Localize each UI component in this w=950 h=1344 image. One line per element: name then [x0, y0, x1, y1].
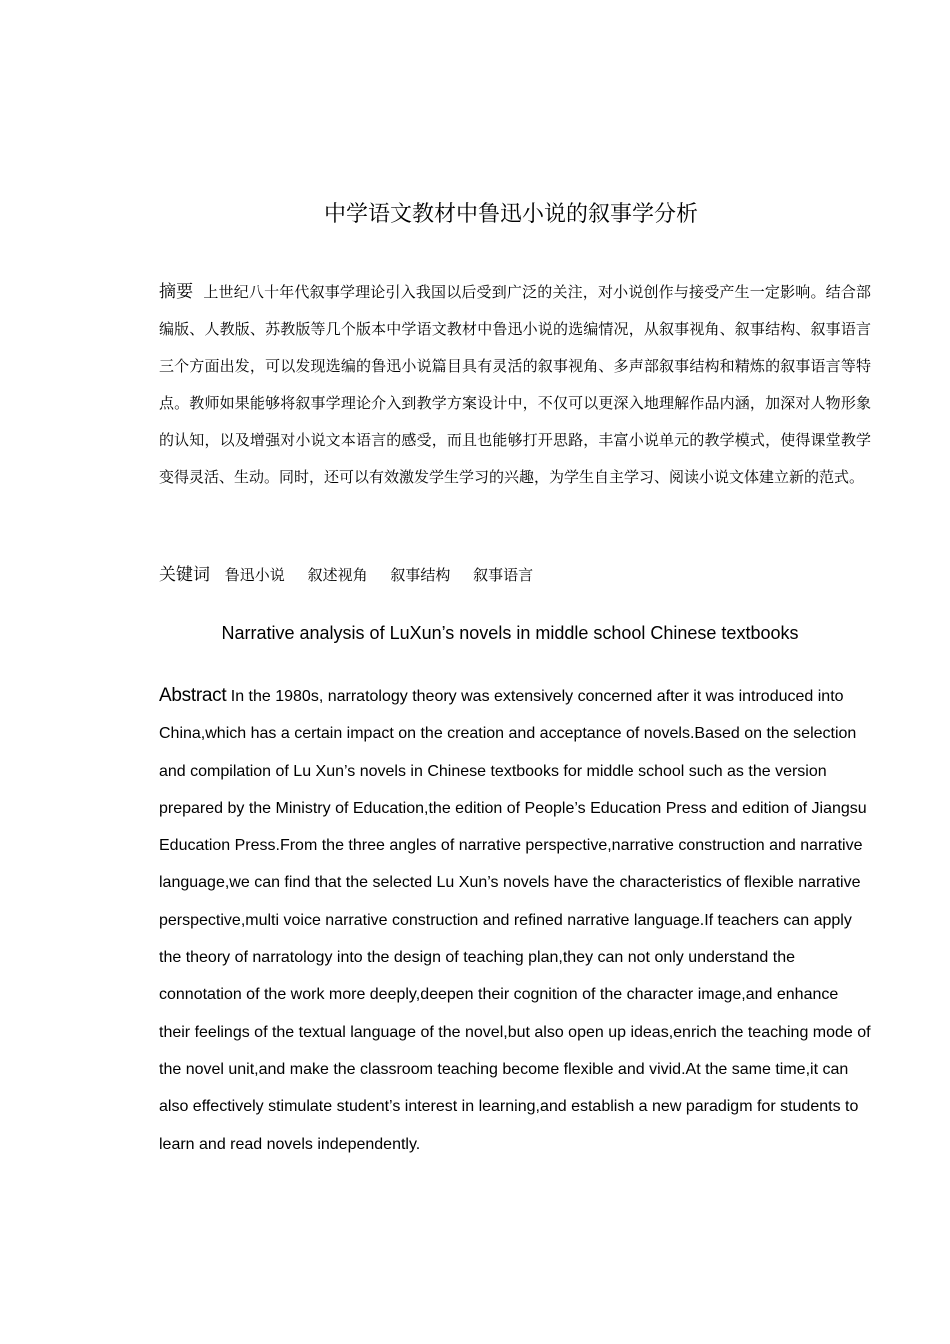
keyword-list: [225, 566, 551, 584]
keyword-item: 叙述视角: [307, 566, 368, 584]
keyword-item: 叙事结构: [390, 566, 451, 584]
chinese-keywords-label: 关键词: [159, 565, 210, 585]
english-title: Narrative analysis of LuXun’s novels in middle school Chinese textbooks: [221, 623, 799, 643]
english-abstract-text: In the 1980s, narratology theory was extensively concerned after it was introduced into China,which has a certain impact on the creation and acceptance of novels.Based on the selection and compilation of Lu Xun’s novels in Chinese textbooks for middle school such as the version prepared by the Ministry of Education,the edition of People’s Education Press and edition of Jiangsu Education Press.From the three angles of narrative perspective,narrative construction and narrative language,we can find that the selected Lu Xun’s novels have the characteristics of flexible narrative perspective,multi voice narrative construction and refined narrative language.If teachers can apply the theory of narratology into the design of teaching plan,they can not only understand the connotation of the work more deeply,deepen their cognition of the character image,and enhance their feelings of the textual language of the novel,but also open up ideas,enrich the teaching mode of the novel unit,and make the classroom teaching become flexible and vivid.At the same time,it can also effectively stimulate student’s interest in learning,and establish a new paradigm for students to learn and read novels independently.: [159, 688, 871, 1153]
chinese-abstract: [159, 274, 871, 496]
keyword-item: 鲁迅小说: [224, 566, 285, 584]
chinese-keywords: [159, 558, 871, 592]
english-abstract: [159, 677, 871, 1163]
chinese-title: 中学语文教材中鲁迅小说的叙事学分析: [323, 202, 698, 227]
chinese-abstract-text: 上世纪八十年代叙事学理论引入我国以后受到广泛的关注，对小说创作与接受产生一定影响。结合部编版、人教版、苏教版等几个版本中学语文教材中鲁迅小说的选编情况，从叙事视角、叙事结构、叙事语言三个方面出发，可以发现选编的鲁迅小说篇目具有灵活的叙事视角、多声部叙事结构和精炼的叙事语言等特点。教师如果能够将叙事学理论介入到教学方案设计中，不仅可以更深入地理解作品内涵，加深对人物形象的认知，以及增强对小说文本语言的感受，而且也能够打开思路，丰富小说单元的教学模式，使得课堂教学变得灵活、生动。同时，还可以有效激发学生学习的兴趣，为学生自主学习、阅读小说文体建立新的范式。: [159, 283, 871, 486]
keyword-item: 叙事语言: [473, 566, 534, 584]
chinese-abstract-label: 摘要: [159, 282, 194, 302]
english-abstract-label: Abstract: [159, 685, 227, 706]
